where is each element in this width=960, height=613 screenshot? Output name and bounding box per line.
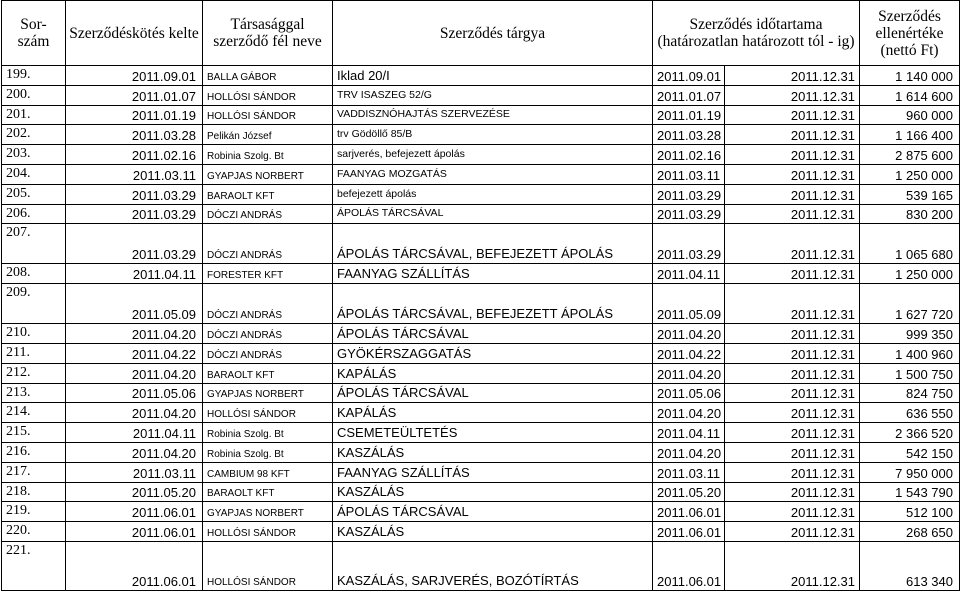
contract-date: 2011.06.01 <box>66 522 203 542</box>
net-amount: 636 550 <box>860 403 960 423</box>
row-number: 217. <box>2 462 66 482</box>
party-name: BARAOLT KFT <box>203 482 333 502</box>
net-amount: 2 875 600 <box>860 145 960 165</box>
table-row <box>2 462 960 482</box>
header-sorszam: Sor- szám <box>2 1 66 66</box>
contract-date: 2011.04.11 <box>66 264 203 284</box>
period-start: 2011.05.09 <box>653 284 725 324</box>
period-end: 2011.12.31 <box>725 66 860 86</box>
contract-subject: ÁPOLÁS TÁRCSÁVAL <box>333 502 653 522</box>
row-number: 219. <box>2 502 66 522</box>
contract-subject: VADDISZNÓHAJTÁS SZERVEZÉSE <box>333 105 653 125</box>
party-name: Robinia Szolg. Bt <box>203 145 333 165</box>
table-row <box>2 264 960 284</box>
row-number: 215. <box>2 423 66 443</box>
net-amount: 512 100 <box>860 502 960 522</box>
period-start: 2011.03.11 <box>653 164 725 184</box>
party-name: HOLLÓSI SÁNDOR <box>203 85 333 105</box>
contract-subject: trv Gödöllő 85/B <box>333 125 653 145</box>
contract-date: 2011.03.29 <box>66 204 203 224</box>
party-name: HOLLÓSI SÁNDOR <box>203 541 333 590</box>
contract-subject: Iklad 20/I <box>333 66 653 86</box>
contract-subject: FAANYAG SZÁLLÍTÁS <box>333 462 653 482</box>
contract-subject: FAANYAG MOZGATÁS <box>333 164 653 184</box>
period-end: 2011.12.31 <box>725 423 860 443</box>
row-number: 221. <box>2 541 66 590</box>
period-end: 2011.12.31 <box>725 482 860 502</box>
period-start: 2011.04.20 <box>653 442 725 462</box>
header-row <box>2 1 960 66</box>
row-number: 205. <box>2 184 66 204</box>
period-start: 2011.04.11 <box>653 264 725 284</box>
table-header <box>2 1 960 66</box>
contract-date: 2011.01.19 <box>66 105 203 125</box>
period-end: 2011.12.31 <box>725 125 860 145</box>
period-end: 2011.12.31 <box>725 284 860 324</box>
table-row <box>2 502 960 522</box>
contract-date: 2011.04.22 <box>66 343 203 363</box>
table-row <box>2 363 960 383</box>
period-end: 2011.12.31 <box>725 324 860 344</box>
net-amount: 1 140 000 <box>860 66 960 86</box>
net-amount: 999 350 <box>860 324 960 344</box>
contract-date: 2011.04.20 <box>66 324 203 344</box>
contract-subject: KASZÁLÁS, SARJVERÉS, BOZÓTÍRTÁS <box>333 541 653 590</box>
party-name: Pelikán József <box>203 125 333 145</box>
period-start: 2011.03.11 <box>653 462 725 482</box>
contract-date: 2011.05.06 <box>66 383 203 403</box>
table-row <box>2 125 960 145</box>
row-number: 207. <box>2 224 66 264</box>
period-start: 2011.06.01 <box>653 502 725 522</box>
party-name: BALLA GÁBOR <box>203 66 333 86</box>
contract-subject: ÁPOLÁS TÁRCSÁVAL, BEFEJEZETT ÁPOLÁS <box>333 224 653 264</box>
contract-date: 2011.04.11 <box>66 423 203 443</box>
party-name: DÓCZI ANDRÁS <box>203 224 333 264</box>
table-row <box>2 105 960 125</box>
table-body <box>2 66 960 591</box>
net-amount: 539 165 <box>860 184 960 204</box>
net-amount: 1 627 720 <box>860 284 960 324</box>
period-end: 2011.12.31 <box>725 85 860 105</box>
row-number: 213. <box>2 383 66 403</box>
period-start: 2011.04.11 <box>653 423 725 443</box>
row-number: 208. <box>2 264 66 284</box>
period-end: 2011.12.31 <box>725 462 860 482</box>
table-row <box>2 164 960 184</box>
header-kelte: Szerződéskötés kelte <box>66 1 203 66</box>
contract-date: 2011.04.20 <box>66 442 203 462</box>
contract-subject: befejezett ápolás <box>333 184 653 204</box>
contract-subject: CSEMETEÜLTETÉS <box>333 423 653 443</box>
table-row <box>2 403 960 423</box>
period-start: 2011.02.16 <box>653 145 725 165</box>
row-number: 220. <box>2 522 66 542</box>
contract-date: 2011.05.20 <box>66 482 203 502</box>
table-row <box>2 145 960 165</box>
net-amount: 1 166 400 <box>860 125 960 145</box>
period-end: 2011.12.31 <box>725 541 860 590</box>
period-start: 2011.06.01 <box>653 541 725 590</box>
party-name: FORESTER KFT <box>203 264 333 284</box>
period-end: 2011.12.31 <box>725 224 860 264</box>
period-end: 2011.12.31 <box>725 164 860 184</box>
period-start: 2011.06.01 <box>653 522 725 542</box>
party-name: HOLLÓSI SÁNDOR <box>203 403 333 423</box>
period-end: 2011.12.31 <box>725 363 860 383</box>
period-end: 2011.12.31 <box>725 442 860 462</box>
period-end: 2011.12.31 <box>725 264 860 284</box>
period-start: 2011.04.22 <box>653 343 725 363</box>
contract-subject: KASZÁLÁS <box>333 442 653 462</box>
row-number: 218. <box>2 482 66 502</box>
net-amount: 542 150 <box>860 442 960 462</box>
row-number: 209. <box>2 284 66 324</box>
period-start: 2011.04.20 <box>653 363 725 383</box>
row-number: 202. <box>2 125 66 145</box>
period-end: 2011.12.31 <box>725 343 860 363</box>
party-name: HOLLÓSI SÁNDOR <box>203 105 333 125</box>
party-name: DÓCZI ANDRÁS <box>203 324 333 344</box>
table-row <box>2 522 960 542</box>
period-end: 2011.12.31 <box>725 502 860 522</box>
contract-date: 2011.02.16 <box>66 145 203 165</box>
party-name: DÓCZI ANDRÁS <box>203 343 333 363</box>
contract-date: 2011.04.20 <box>66 403 203 423</box>
contract-subject: sarjverés, befejezett ápolás <box>333 145 653 165</box>
net-amount: 2 366 520 <box>860 423 960 443</box>
contract-subject: ÁPOLÁS TÁRCSÁVAL, BEFEJEZETT ÁPOLÁS <box>333 284 653 324</box>
net-amount: 1 250 000 <box>860 164 960 184</box>
table-row <box>2 324 960 344</box>
contract-date: 2011.03.28 <box>66 125 203 145</box>
contract-subject: ÁPOLÁS TÁRCSÁVAL <box>333 204 653 224</box>
party-name: Robinia Szolg. Bt <box>203 442 333 462</box>
table-row <box>2 423 960 443</box>
net-amount: 1 614 600 <box>860 85 960 105</box>
table-row <box>2 284 960 324</box>
row-number: 212. <box>2 363 66 383</box>
row-number: 200. <box>2 85 66 105</box>
row-number: 201. <box>2 105 66 125</box>
net-amount: 7 950 000 <box>860 462 960 482</box>
table-row <box>2 224 960 264</box>
period-end: 2011.12.31 <box>725 204 860 224</box>
party-name: DÓCZI ANDRÁS <box>203 204 333 224</box>
party-name: BARAOLT KFT <box>203 184 333 204</box>
row-number: 206. <box>2 204 66 224</box>
table-row <box>2 482 960 502</box>
period-start: 2011.01.07 <box>653 85 725 105</box>
header-targy: Szerződés tárgya <box>333 1 653 66</box>
party-name: DÓCZI ANDRÁS <box>203 284 333 324</box>
table-row <box>2 184 960 204</box>
contract-subject: KAPÁLÁS <box>333 363 653 383</box>
party-name: HOLLÓSI SÁNDOR <box>203 522 333 542</box>
period-end: 2011.12.31 <box>725 383 860 403</box>
table-row <box>2 383 960 403</box>
contract-subject: KAPÁLÁS <box>333 403 653 423</box>
contract-subject: KASZÁLÁS <box>333 522 653 542</box>
contract-date: 2011.09.01 <box>66 66 203 86</box>
net-amount: 1 543 790 <box>860 482 960 502</box>
header-fel: Társasággal szerződő fél neve <box>203 1 333 66</box>
header-ellenertek: Szerződés ellenértéke (nettó Ft) <box>860 1 960 66</box>
row-number: 203. <box>2 145 66 165</box>
party-name: GYAPJAS NORBERT <box>203 164 333 184</box>
period-start: 2011.09.01 <box>653 66 725 86</box>
party-name: GYAPJAS NORBERT <box>203 502 333 522</box>
contract-date: 2011.06.01 <box>66 541 203 590</box>
contract-date: 2011.03.11 <box>66 462 203 482</box>
period-start: 2011.01.19 <box>653 105 725 125</box>
net-amount: 268 650 <box>860 522 960 542</box>
row-number: 214. <box>2 403 66 423</box>
period-start: 2011.05.20 <box>653 482 725 502</box>
period-start: 2011.03.29 <box>653 184 725 204</box>
period-start: 2011.05.06 <box>653 383 725 403</box>
table-row <box>2 442 960 462</box>
contract-date: 2011.03.11 <box>66 164 203 184</box>
row-number: 211. <box>2 343 66 363</box>
net-amount: 1 400 960 <box>860 343 960 363</box>
row-number: 199. <box>2 66 66 86</box>
table-row <box>2 541 960 590</box>
net-amount: 1 250 000 <box>860 264 960 284</box>
net-amount: 830 200 <box>860 204 960 224</box>
contract-subject: ÁPOLÁS TÁRCSÁVAL <box>333 383 653 403</box>
period-start: 2011.03.29 <box>653 224 725 264</box>
header-idotartam: Szerződés időtartama (határozatlan határozott tól - ig) <box>653 1 860 66</box>
row-number: 204. <box>2 164 66 184</box>
period-end: 2011.12.31 <box>725 105 860 125</box>
party-name: BARAOLT KFT <box>203 363 333 383</box>
contract-date: 2011.01.07 <box>66 85 203 105</box>
net-amount: 960 000 <box>860 105 960 125</box>
net-amount: 613 340 <box>860 541 960 590</box>
party-name: Robinia Szolg. Bt <box>203 423 333 443</box>
row-number: 216. <box>2 442 66 462</box>
table-row <box>2 343 960 363</box>
table-row <box>2 204 960 224</box>
contract-date: 2011.05.09 <box>66 284 203 324</box>
contract-date: 2011.04.20 <box>66 363 203 383</box>
table-row <box>2 66 960 86</box>
net-amount: 1 500 750 <box>860 363 960 383</box>
period-end: 2011.12.31 <box>725 145 860 165</box>
party-name: CAMBIUM 98 KFT <box>203 462 333 482</box>
contract-subject: KASZÁLÁS <box>333 482 653 502</box>
net-amount: 1 065 680 <box>860 224 960 264</box>
contract-subject: GYÖKÉRSZAGGATÁS <box>333 343 653 363</box>
table-row <box>2 85 960 105</box>
period-start: 2011.03.28 <box>653 125 725 145</box>
contract-date: 2011.03.29 <box>66 224 203 264</box>
contract-subject: ÁPOLÁS TÁRCSÁVAL <box>333 324 653 344</box>
period-end: 2011.12.31 <box>725 403 860 423</box>
contract-subject: TRV ISASZEG 52/G <box>333 85 653 105</box>
net-amount: 824 750 <box>860 383 960 403</box>
period-end: 2011.12.31 <box>725 522 860 542</box>
period-start: 2011.04.20 <box>653 324 725 344</box>
contract-date: 2011.03.29 <box>66 184 203 204</box>
period-end: 2011.12.31 <box>725 184 860 204</box>
contracts-table <box>1 0 960 591</box>
party-name: GYAPJAS NORBERT <box>203 383 333 403</box>
contract-date: 2011.06.01 <box>66 502 203 522</box>
contract-subject: FAANYAG SZÁLLÍTÁS <box>333 264 653 284</box>
period-start: 2011.04.20 <box>653 403 725 423</box>
period-start: 2011.03.29 <box>653 204 725 224</box>
row-number: 210. <box>2 324 66 344</box>
